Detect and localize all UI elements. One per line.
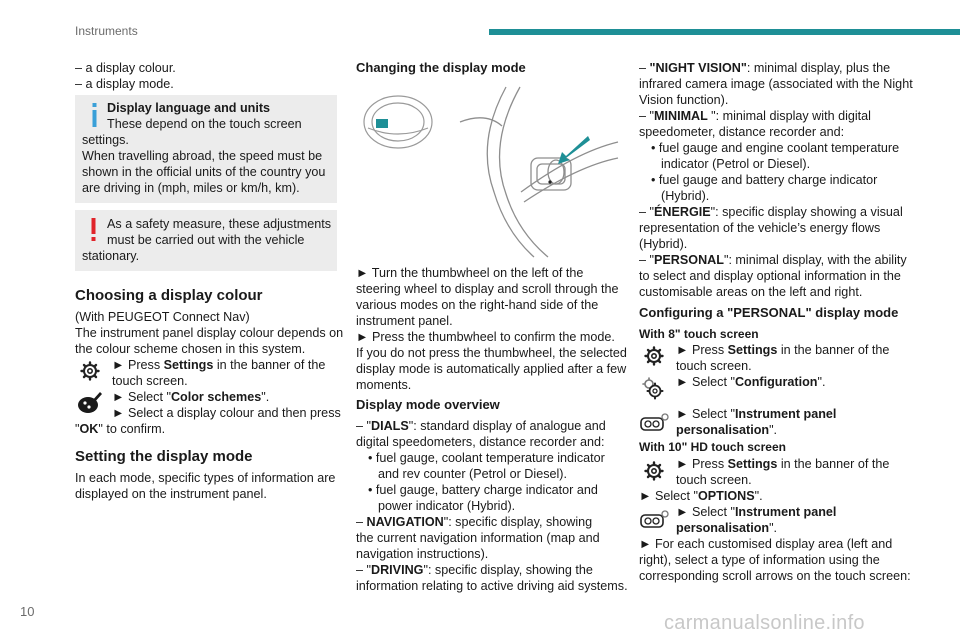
driving-line-cont: information relating to active driving aid systems. bbox=[356, 579, 628, 593]
colour-step-1: ► Press Settings in the banner of the bbox=[112, 358, 326, 372]
mode-line: displayed on the instrument panel. bbox=[75, 487, 267, 501]
screen-10-heading: With 10" HD touch screen bbox=[639, 440, 786, 454]
personal-line-cont: to select and display optional information in the bbox=[639, 269, 901, 283]
s10-step-2: ► Select "OPTIONS". bbox=[639, 489, 763, 503]
change-mode-line: various modes on the right-hand side of the bbox=[356, 298, 599, 312]
colour-line: the colour scheme chosen in this system. bbox=[75, 342, 306, 356]
mode-heading: Setting the display mode bbox=[75, 448, 253, 465]
header-accent-bar bbox=[489, 29, 960, 35]
info-box bbox=[75, 95, 337, 203]
navigation-line-cont: navigation instructions). bbox=[356, 547, 489, 561]
colour-line: (With PEUGEOT Connect Nav) bbox=[75, 310, 250, 324]
warning-box-line: As a safety measure, these adjustments bbox=[107, 217, 332, 231]
dials-line-cont: digital speedometers, distance recorder and: bbox=[356, 435, 605, 449]
settings-gear-icon bbox=[644, 461, 664, 481]
warning-icon bbox=[90, 218, 97, 242]
change-mode-line: instrument panel. bbox=[356, 314, 453, 328]
s8-step-2: ► Select "Configuration". bbox=[676, 375, 826, 389]
colour-line: The instrument panel display colour depends on bbox=[75, 326, 344, 340]
info-box-line: When travelling abroad, the speed must be bbox=[82, 149, 323, 163]
dials-line: – "DIALS": standard display of analogue and bbox=[356, 419, 606, 433]
personal-line: – "PERSONAL": minimal display, with the ability bbox=[639, 253, 907, 267]
colour-step-3: ► Select a display colour and then press bbox=[112, 406, 341, 420]
watermark: carmanualsonline.info bbox=[664, 612, 865, 634]
warning-box-line: must be carried out with the vehicle bbox=[107, 233, 305, 247]
dials-bullet: • fuel gauge, battery charge indicator and bbox=[368, 483, 598, 497]
final-line: right), select a type of information using the bbox=[639, 553, 880, 567]
final-line: ► For each customised display area (left and bbox=[639, 537, 893, 551]
header-title: Instruments bbox=[75, 24, 138, 38]
minimal-bullet: • fuel gauge and battery charge indicator bbox=[651, 173, 878, 187]
s8-step-1: ► Press Settings in the banner of the bbox=[676, 343, 890, 357]
energie-line-cont: representation of the vehicle’s energy flows bbox=[639, 221, 881, 235]
colour-heading: Choosing a display colour bbox=[75, 287, 263, 304]
navigation-line-cont: the current navigation information (map and bbox=[356, 531, 600, 545]
s8-step-3: ► Select "Instrument panel bbox=[676, 407, 837, 421]
mode-line: In each mode, specific types of information are bbox=[75, 471, 336, 485]
minimal-line: – "MINIMAL ": minimal display with digital bbox=[639, 109, 871, 123]
configuration-gears-icon bbox=[640, 375, 666, 401]
dials-bullet-cont: power indicator (Hybrid). bbox=[378, 499, 516, 513]
s8-step-1-cont: touch screen. bbox=[676, 359, 752, 373]
colour-step-3-cont: "OK" to confirm. bbox=[75, 422, 166, 436]
energie-line: – "ÉNERGIE": specific display showing a visual bbox=[639, 205, 903, 219]
info-box-line: settings. bbox=[82, 133, 129, 147]
intro-line-1: – a display colour. bbox=[75, 61, 176, 75]
s10-step-1: ► Press Settings in the banner of the bbox=[676, 457, 890, 471]
palette-icon bbox=[77, 389, 103, 415]
minimal-line-cont: speedometer, distance recorder and: bbox=[639, 125, 845, 139]
info-box-line: These depend on the touch screen bbox=[107, 117, 302, 131]
settings-gear-icon bbox=[80, 361, 100, 381]
final-line: corresponding scroll arrows on the touch screen: bbox=[639, 569, 911, 583]
colour-step-1-cont: touch screen. bbox=[112, 374, 188, 388]
minimal-bullet-cont: indicator (Petrol or Diesel). bbox=[661, 157, 811, 171]
instrument-panel-icon bbox=[640, 509, 670, 529]
info-box-line: shown in the official units of the country you bbox=[82, 165, 326, 179]
s10-step-3-cont: personalisation". bbox=[676, 521, 778, 535]
instrument-panel-icon bbox=[640, 412, 670, 432]
settings-gear-icon bbox=[644, 346, 664, 366]
dials-bullet: • fuel gauge, coolant temperature indicator bbox=[368, 451, 605, 465]
change-mode-heading: Changing the display mode bbox=[356, 60, 526, 75]
change-mode-line: If you do not press the thumbwheel, the selected bbox=[356, 346, 627, 360]
night-vision-line-cont: infrared camera image (associated with the Night bbox=[639, 77, 913, 91]
warning-box bbox=[75, 210, 337, 271]
intro-line-2: – a display mode. bbox=[75, 77, 174, 91]
colour-step-2: ► Select "Color schemes". bbox=[112, 390, 270, 404]
info-icon bbox=[91, 103, 98, 127]
info-box-line: are driving in (mph, miles or km/h, km). bbox=[82, 181, 300, 195]
info-box-title: Display language and units bbox=[107, 101, 271, 115]
s10-step-3: ► Select "Instrument panel bbox=[676, 505, 837, 519]
personal-line-cont: customisable areas on the left and right. bbox=[639, 285, 863, 299]
screen-8-heading: With 8" touch screen bbox=[639, 327, 759, 341]
change-mode-line: steering wheel to display and scroll through the bbox=[356, 282, 619, 296]
navigation-line: – NAVIGATION": specific display, showing bbox=[356, 515, 593, 529]
s10-step-1-cont: touch screen. bbox=[676, 473, 752, 487]
steering-wheel-illustration bbox=[356, 82, 620, 258]
minimal-bullet: • fuel gauge and engine coolant temperature bbox=[651, 141, 900, 155]
night-vision-line-cont: Vision function). bbox=[639, 93, 729, 107]
page-number: 10 bbox=[20, 604, 35, 619]
night-vision-line: – "NIGHT VISION": minimal display, plus the bbox=[639, 61, 891, 75]
change-mode-line: display mode is automatically applied after a few bbox=[356, 362, 627, 376]
minimal-bullet-cont: (Hybrid). bbox=[661, 189, 710, 203]
warning-box-line: stationary. bbox=[82, 249, 140, 263]
s8-step-3-cont: personalisation". bbox=[676, 423, 778, 437]
change-mode-line: moments. bbox=[356, 378, 412, 392]
change-mode-line: ► Press the thumbwheel to confirm the mode. bbox=[356, 330, 615, 344]
dials-bullet-cont: and rev counter (Petrol or Diesel). bbox=[378, 467, 567, 481]
config-heading: Configuring a "PERSONAL" display mode bbox=[639, 305, 899, 320]
overview-heading: Display mode overview bbox=[356, 397, 500, 412]
change-mode-line: ► Turn the thumbwheel on the left of the bbox=[356, 266, 584, 280]
driving-line: – "DRIVING": specific display, showing the bbox=[356, 563, 593, 577]
energie-line-cont: (Hybrid). bbox=[639, 237, 688, 251]
